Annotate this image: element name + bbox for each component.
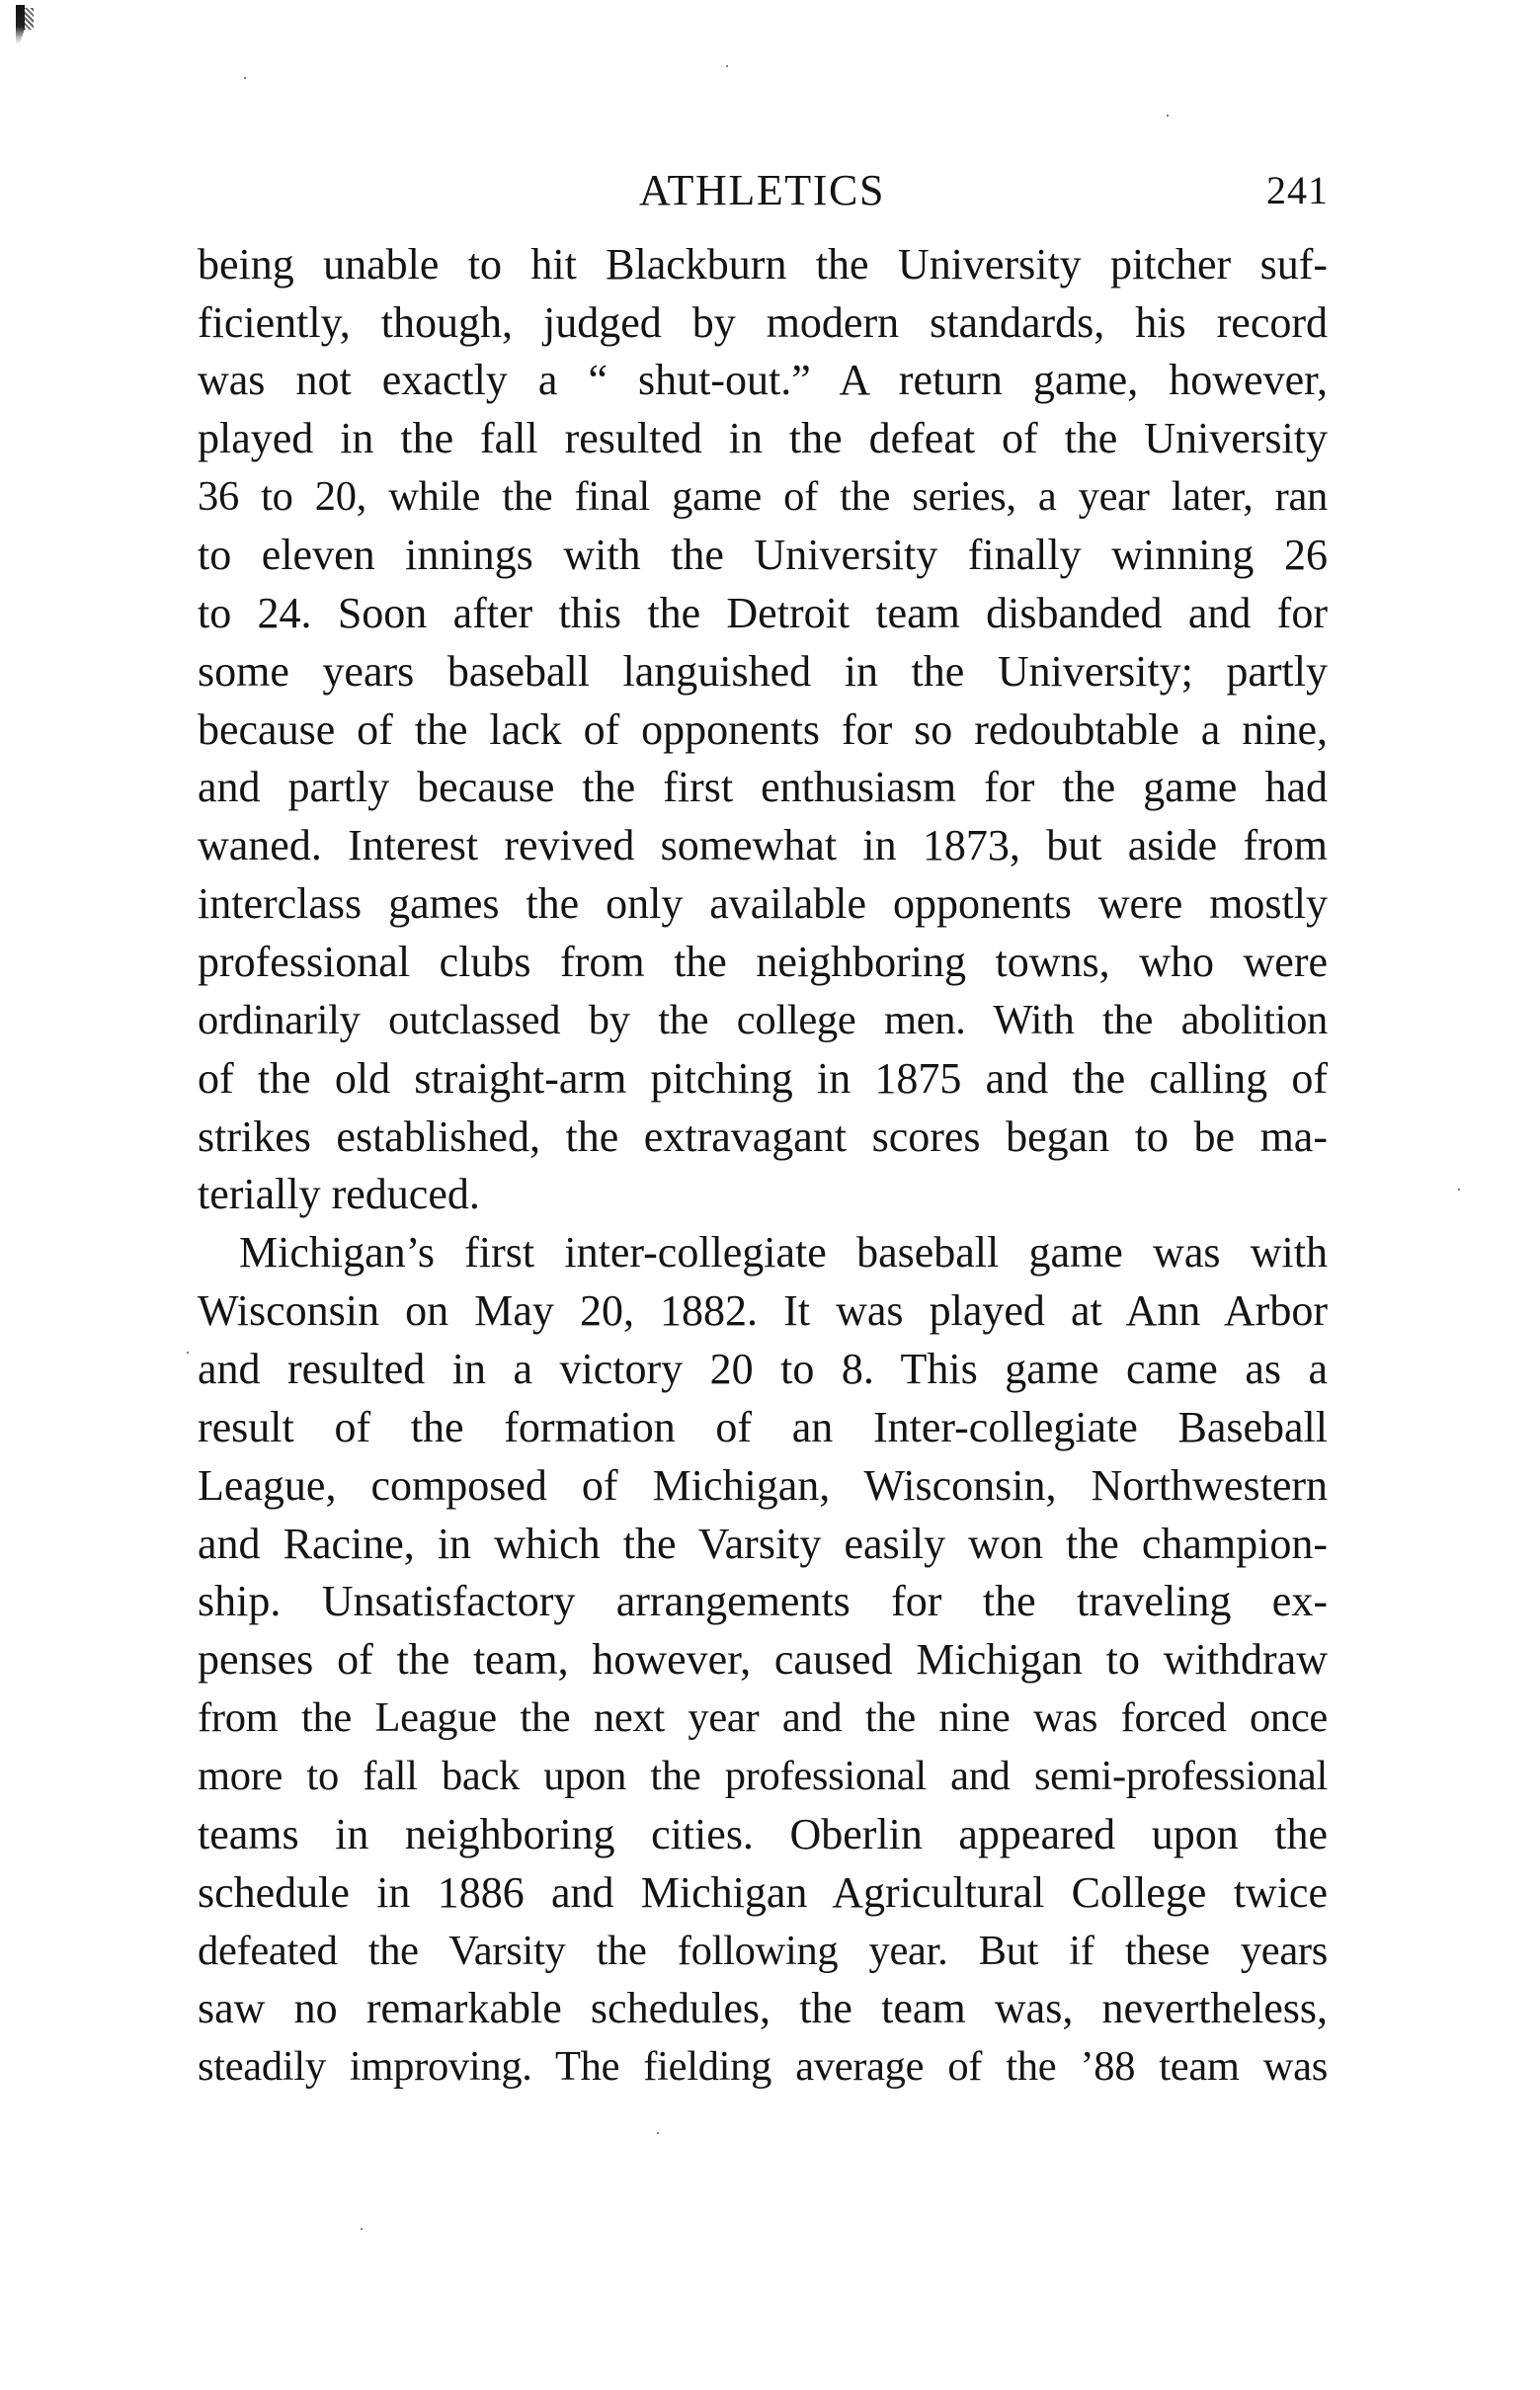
scan-speck — [187, 1352, 189, 1354]
text-line: result of the formation of an Inter-collegiate Baseball — [198, 1402, 1328, 1451]
text-line: penses of the team, however, caused Michigan to withdraw — [198, 1635, 1328, 1685]
running-head — [195, 166, 1331, 215]
text-line: and Racine, in which the Varsity easily won the champion- — [198, 1519, 1328, 1568]
text-line: because of the lack of opponents for so redoubtable a nine, — [198, 704, 1328, 754]
text-line: to eleven innings with the University finally winning 26 — [198, 530, 1328, 579]
text-line: ship. Unsatisfactory arrangements for the traveling ex- — [198, 1577, 1328, 1626]
text-line: schedule in 1886 and Michigan Agricultural College twice — [198, 1867, 1328, 1917]
text-line: professional clubs from the neighboring towns, who were — [198, 938, 1328, 986]
running-head-title: ATHLETICS — [639, 166, 886, 214]
scan-speck — [657, 2132, 659, 2134]
scan-speck — [1167, 115, 1169, 117]
text-line: more to fall back upon the professional and semi-professional — [198, 1753, 1328, 1800]
text-line: being unable to hit Blackburn the University pitcher suf- — [198, 239, 1328, 288]
text-line: terially reduced. — [198, 1170, 480, 1219]
page-number: 241 — [1266, 168, 1329, 212]
text-line: interclass games the only available opponents were mostly — [198, 879, 1328, 929]
text-line: from the League the next year and the nine was forced once — [198, 1694, 1328, 1742]
paragraph-first-line: Michigan’s first inter-collegiate baseball game was with — [239, 1228, 1328, 1277]
text-line: Wisconsin on May 20, 1882. It was played at Ann Arbor — [198, 1286, 1328, 1336]
text-line: some years baseball languished in the University; partly — [198, 646, 1328, 696]
text-line: and resulted in a victory 20 to 8. This game came as a — [198, 1345, 1328, 1394]
text-line: ordinarily outclassed by the college men. With the abolition — [198, 996, 1328, 1043]
text-line: steadily improving. The fielding average of the ’88 team was — [198, 2043, 1328, 2091]
text-line: saw no remarkable schedules, the team was, nevertheless, — [198, 1984, 1328, 2033]
text-line: waned. Interest revived somewhat in 1873, but aside from — [198, 821, 1328, 870]
scan-speck — [361, 2228, 363, 2230]
text-line: to 24. Soon after this the Detroit team disbanded and for — [198, 588, 1328, 637]
body-text — [198, 236, 1328, 2098]
scan-speck — [244, 77, 246, 79]
text-line: played in the fall resulted in the defeat of the University — [198, 414, 1328, 463]
text-line: League, composed of Michigan, Wisconsin, Northwestern — [198, 1460, 1328, 1510]
text-line: teams in neighboring cities. Oberlin appeared upon the — [198, 1809, 1328, 1858]
text-line: strikes established, the extravagant scores began to be ma- — [198, 1112, 1328, 1161]
scan-speck — [726, 65, 728, 67]
text-line: 36 to 20, while the final game of the series, a year later, ran — [198, 473, 1328, 521]
scan-speck — [1458, 1189, 1460, 1191]
text-line: of the old straight-arm pitching in 1875 and the calling of — [198, 1053, 1328, 1103]
text-line: was not exactly a “ shut-out.” A return game, however, — [198, 356, 1328, 405]
scan-artifact-mark — [24, 8, 34, 30]
text-line: defeated the Varsity the following year. But if these years — [198, 1927, 1328, 1974]
text-line: ficiently, though, judged by modern standards, his record — [198, 297, 1328, 347]
text-line: and partly because the first enthusiasm for the game had — [198, 763, 1328, 812]
